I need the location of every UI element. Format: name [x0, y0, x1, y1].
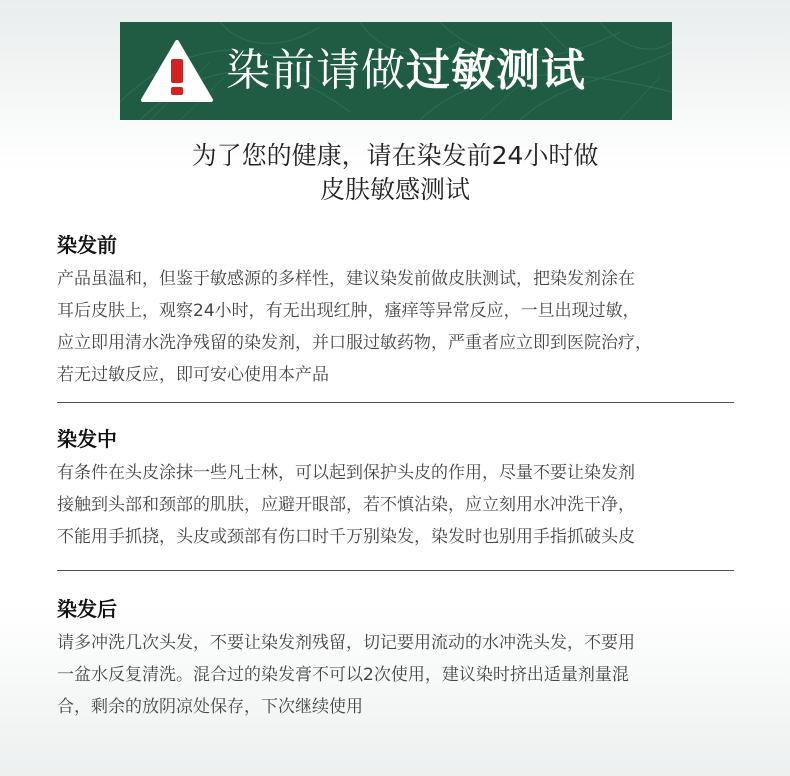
section-divider [57, 570, 734, 571]
warning-triangle-icon [140, 39, 214, 103]
section-line: 一盆水反复清洗。混合过的染发膏不可以2次使用，建议染时挤出适量剂量混 [57, 665, 629, 685]
section-body [57, 627, 747, 723]
section-line: 有条件在头皮涂抹一些凡士林，可以起到保护头皮的作用，尽量不要让染发剂 [57, 463, 635, 483]
banner-title-normal: 染前请做 [226, 45, 406, 96]
section-line: 请多冲洗几次头发，不要让染发剂残留，切记要用流动的水冲洗头发，不要用 [57, 633, 635, 653]
section-line: 接触到头部和颈部的肌肤，应避开眼部，若不慎沾染，应立刻用水冲洗干净， [57, 495, 635, 515]
section-line: 若无过敏反应，即可安心使用本产品 [57, 365, 329, 385]
section-line: 合，剩余的放阴凉处保存，下次继续使用 [57, 697, 363, 717]
section-body [57, 263, 747, 391]
section-after-dyeing [57, 595, 747, 723]
section-divider [57, 402, 734, 403]
section-heading: 染发中 [57, 427, 117, 451]
subtitle-line-1: 为了您的健康，请在染发前24小时做 [191, 141, 599, 170]
section-heading: 染发前 [57, 233, 117, 257]
section-before-dyeing [57, 231, 747, 391]
subtitle-line-2: 皮肤敏感测试 [319, 175, 470, 204]
section-heading: 染发后 [57, 597, 117, 621]
section-line: 应立即用清水洗净残留的染发剂，并口服过敏药物，严重者应立即到医院治疗， [57, 333, 652, 353]
banner-title [226, 22, 586, 120]
section-during-dyeing [57, 425, 747, 553]
section-line: 不能用手抓挠，头皮或颈部有伤口时千万别染发，染发时也别用手指抓破头皮 [57, 527, 635, 547]
section-body [57, 457, 747, 553]
section-line: 产品虽温和，但鉴于敏感源的多样性，建议染发前做皮肤测试，把染发剂涂在 [57, 269, 635, 289]
section-line: 耳后皮肤上，观察24小时，有无出现红肿，瘙痒等异常反应，一旦出现过敏， [57, 301, 640, 321]
banner-title-bold: 过敏测试 [406, 45, 586, 96]
title-banner [120, 22, 672, 120]
